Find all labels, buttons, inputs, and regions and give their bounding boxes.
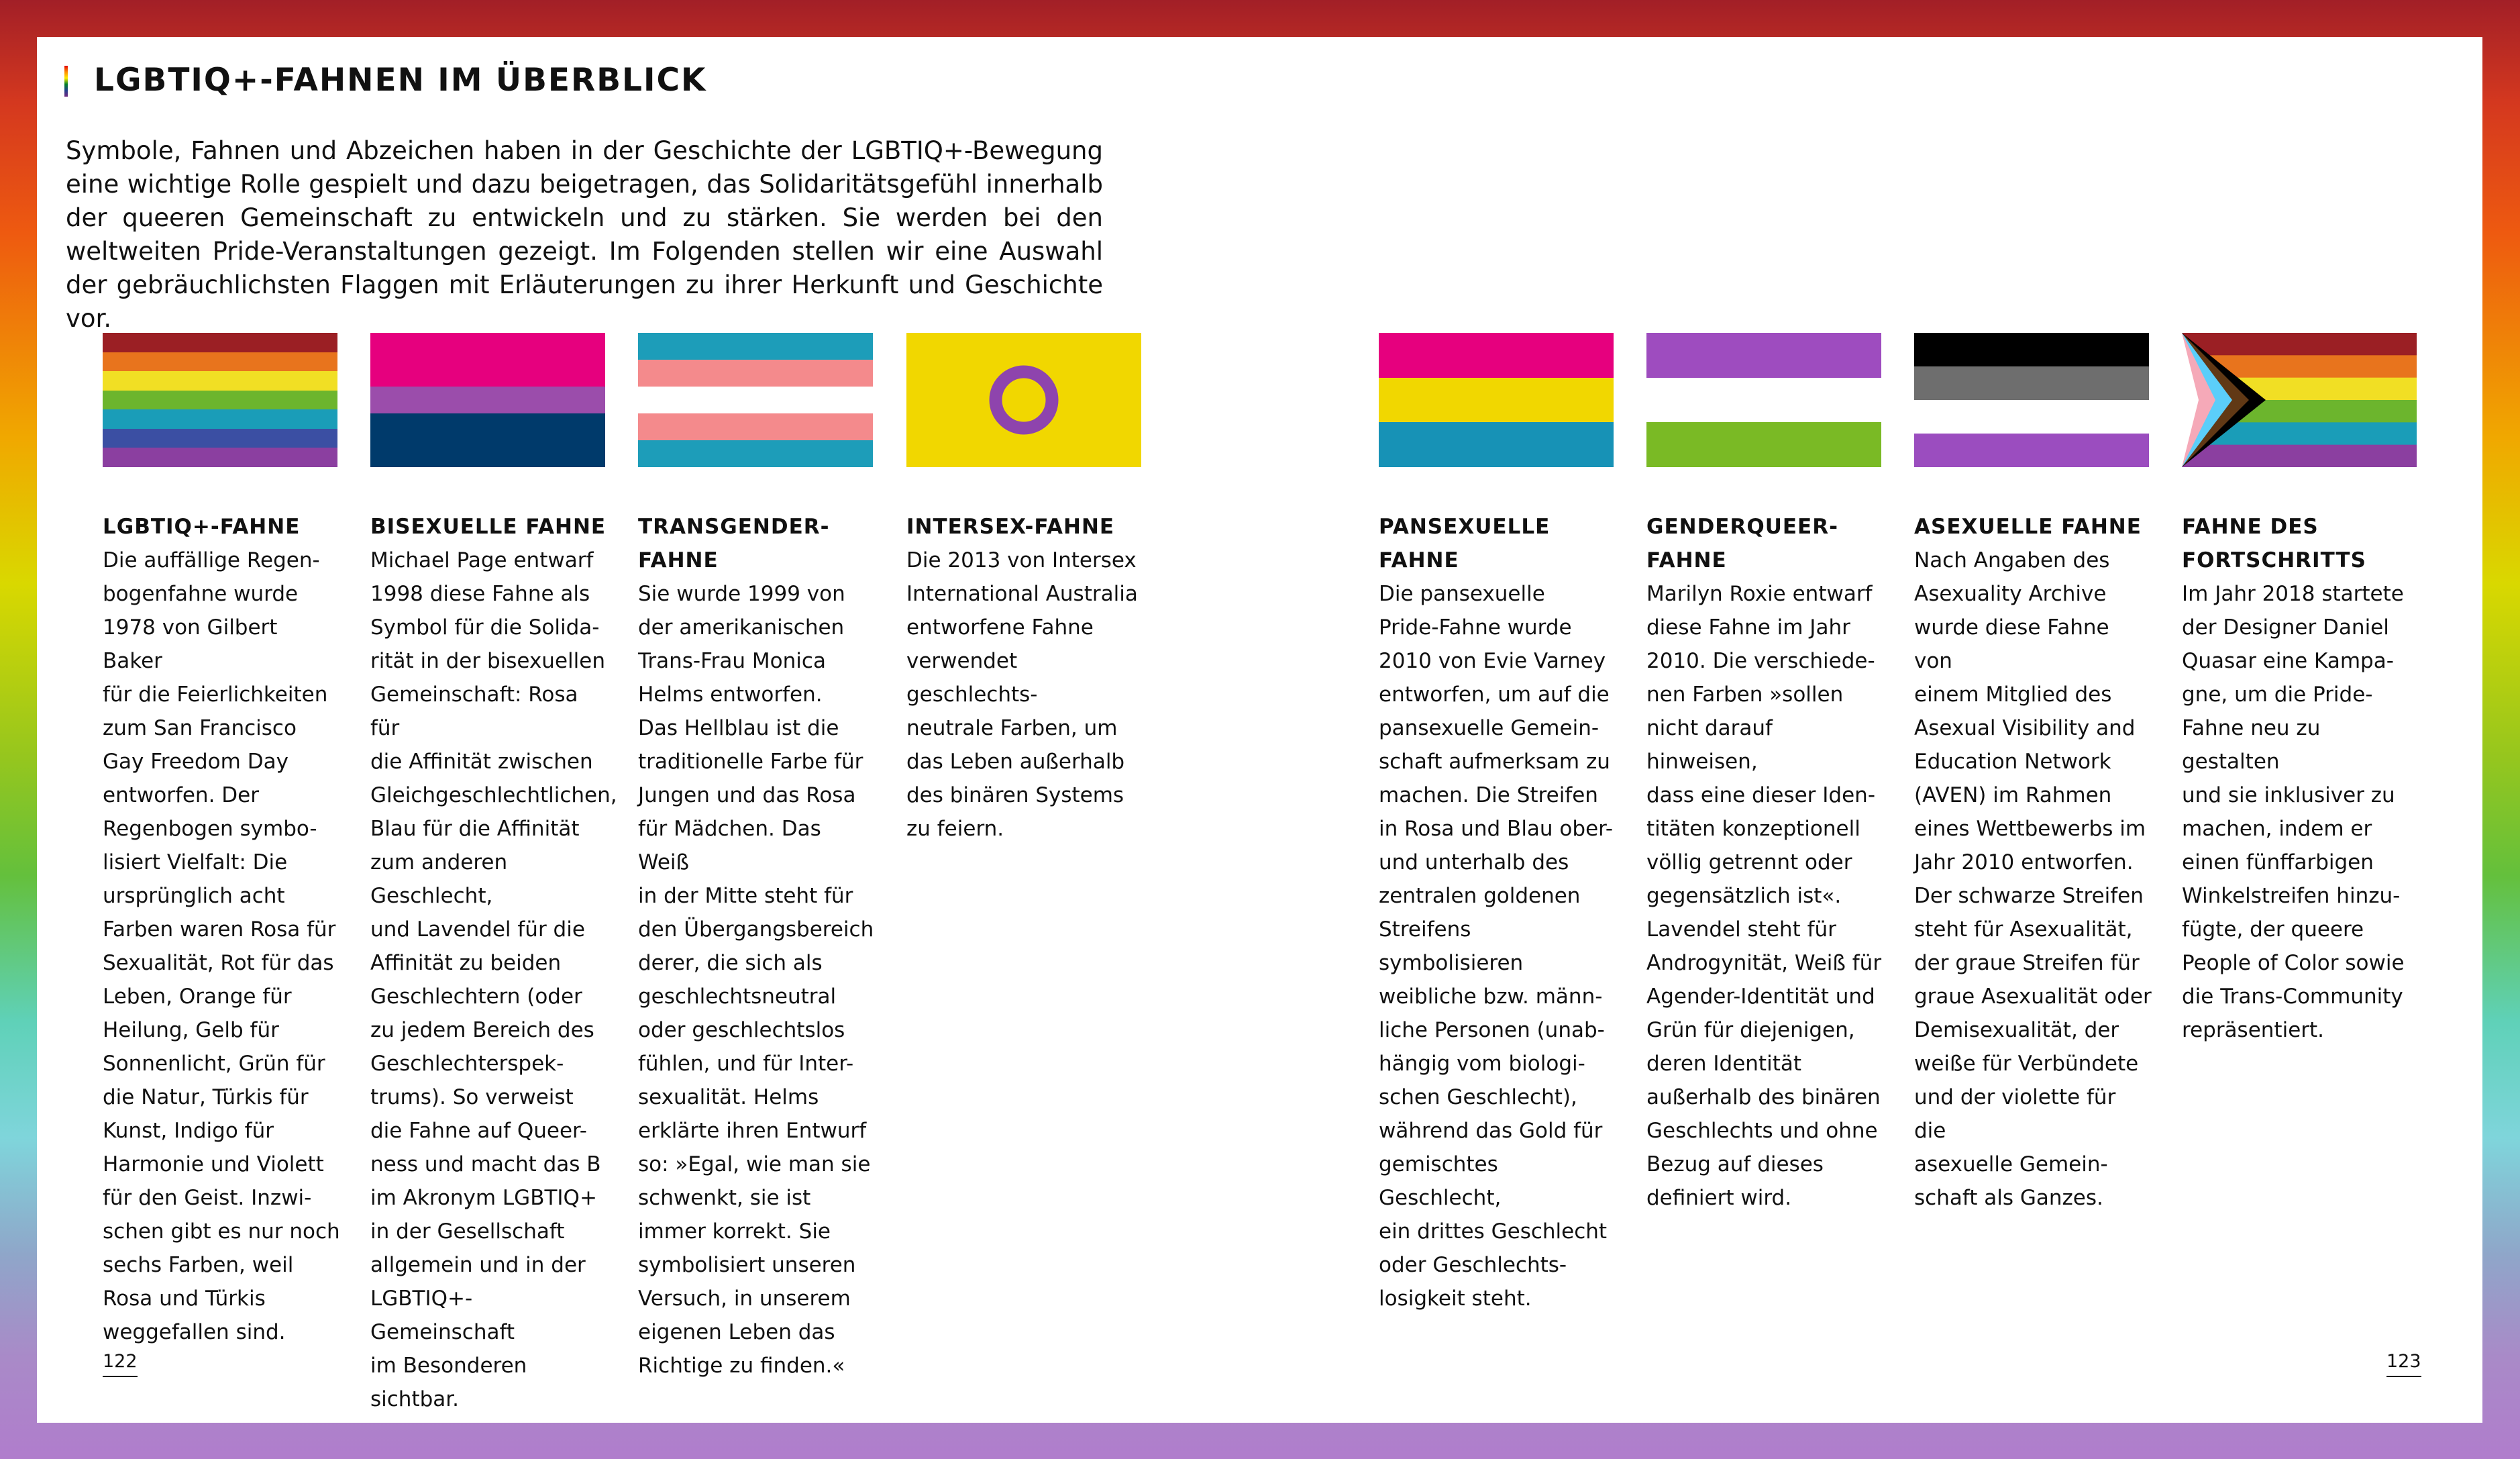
flag-heading: ASEXUELLE FAHNE <box>1914 515 2142 539</box>
flag-stripe <box>103 352 337 372</box>
flag-stripe <box>1914 400 2149 434</box>
flag-heading: PANSEXUELLE FAHNE <box>1379 515 1551 572</box>
flag-text: Die pansexuelle Pride-Fahne wurde 2010 von Evie Varney entworfen, um auf die pansexuelle Gemein- schaft aufmerksam zu machen. Die Streifen in Rosa und Blau ober- und unterhalb des zentralen goldenen Streifens symbolisieren weibliche bzw. männ- liche Personen (unab- hängig vom biologi- schen Geschlecht), während das Gold für gemischtes Geschlecht, ein drittes Geschlecht oder Geschlechts- losigkeit steht. <box>1379 582 1614 1311</box>
flag-description-transgender <box>638 510 876 1382</box>
genderqueer-flag <box>1646 333 1881 467</box>
flag-text: Die 2013 von Intersex International Australia entworfene Fahne verwendet geschlechts- neutrale Farben, um das Leben außerhalb des binären Systems zu feiern. <box>906 548 1138 841</box>
flag-stripe <box>370 333 605 387</box>
flag-stripe <box>370 387 605 413</box>
lgbtiq-flag <box>103 333 337 467</box>
flag-heading: INTERSEX-FAHNE <box>906 515 1115 539</box>
flag-stripe <box>370 413 605 467</box>
flag-stripe <box>103 409 337 429</box>
page-number-right: 123 <box>2386 1350 2421 1377</box>
flag-heading: LGBTIQ+-FAHNE <box>103 515 301 539</box>
flag-description-genderqueer <box>1646 510 1885 1215</box>
flag-stripe <box>1914 366 2149 400</box>
flag-description-intersex <box>906 510 1145 846</box>
page-title: LGBTIQ+-FAHNEN IM ÜBERBLICK <box>94 62 707 99</box>
flag-stripe <box>638 413 873 440</box>
flag-stripe <box>1379 378 1614 423</box>
transgender-flag <box>638 333 873 467</box>
flag-text: Nach Angaben des Asexuality Archive wurde diese Fahne von einem Mitglied des Asexual Visibility and Education Network (AVEN) im Rahmen eines Wettbewerbs im Jahr 2010 entworfen. Der schwarze Streifen steht für Asexualität, der graue Streifen für graue Asexualität oder Demisexualität, der weiße für Verbündete und der violette für die asexuelle Gemein- schaft als Ganzes. <box>1914 548 2152 1210</box>
flag-stripe <box>103 391 337 410</box>
flag-text: Marilyn Roxie entwarf diese Fahne im Jahr 2010. Die verschiede- nen Farben »sollen nicht darauf hinweisen, dass eine dieser Iden- titäten konzeptionell völlig getrennt oder gegensätzlich ist«. Lavendel steht für Androgynität, Weiß für Agender-Identität und Grün für diejenigen, deren Identität außerhalb des binären Geschlechts und ohne Bezug auf dieses definiert wird. <box>1646 582 1882 1210</box>
flag-text: Im Jahr 2018 startete der Designer Daniel Quasar eine Kampa- gne, um die Pride- Fahne neu zu gestalten und sie inklusiver zu machen, indem er einen fünffarbigen Winkelstreifen hinzu- fügte, der queere People of Color sowie die Trans-Community repräsentiert. <box>2182 582 2405 1042</box>
flag-description-asexual <box>1914 510 2152 1215</box>
flag-stripe <box>2182 333 2417 356</box>
flag-description-lgbtiq <box>103 510 341 1349</box>
flag-heading: BISEXUELLE FAHNE <box>370 515 607 539</box>
flag-stripe <box>103 371 337 391</box>
flag-stripe <box>1379 422 1614 467</box>
flag-stripe <box>2182 445 2417 467</box>
flag-text: Sie wurde 1999 von der amerikanischen Trans-Frau Monica Helms entworfen. Das Hellblau ist die traditionelle Farbe für Jungen und das Rosa für Mädchen. Das Weiß in der Mitte steht für den Übergangsbereich derer, die sich als geschlechtsneutral oder geschlechtslos fühlen, und für Inter- sexualität. Helms erklärte ihren Entwurf so: »Egal, wie man sie schwenkt, sie ist immer korrekt. Sie symbolisiert unseren Versuch, in unserem eigenen Leben das Richtige zu finden.« <box>638 582 874 1378</box>
flag-stripe <box>1914 333 2149 366</box>
page-number-left: 122 <box>103 1350 138 1377</box>
flag-stripe <box>638 387 873 413</box>
flag-stripe <box>638 360 873 387</box>
intersex-flag <box>906 333 1141 467</box>
flag-stripe <box>1646 378 1881 423</box>
flag-text: Die auffällige Regen- bogenfahne wurde 1978 von Gilbert Baker für die Feierlichkeiten zum San Francisco Gay Freedom Day entworfen. Der Regenbogen symbo- lisiert Vielfalt: Die ursprünglich acht Farben waren Rosa für Sexualität, Rot für das Leben, Orange für Heilung, Gelb für Sonnenlicht, Grün für die Natur, Türkis für Kunst, Indigo für Harmonie und Violett für den Geist. Inzwi- schen gibt es nur noch sechs Farben, weil Rosa und Türkis weggefallen sind. <box>103 548 340 1344</box>
progress-flag-graphic <box>2182 333 2417 467</box>
flag-description-progress <box>2182 510 2420 1047</box>
flag-stripe <box>638 333 873 360</box>
flag-stripe <box>1646 333 1881 378</box>
flag-stripe <box>103 333 337 352</box>
flag-stripe <box>1646 422 1881 467</box>
flag-stripe <box>638 440 873 467</box>
flag-heading: GENDERQUEER- FAHNE <box>1646 515 1838 572</box>
flag-background <box>906 333 1141 467</box>
flag-stripe <box>103 429 337 448</box>
flag-heading: TRANSGENDER-FAHNE <box>638 515 830 572</box>
flag-stripe <box>1914 434 2149 467</box>
rainbow-title-marker <box>64 66 68 97</box>
flag-description-bisexual <box>370 510 617 1416</box>
intro-paragraph: Symbole, Fahnen und Abzeichen haben in der Geschichte der LGBTIQ+-Bewegung eine wichtige Rolle gespielt und dazu beigetragen, das Solidaritätsgefühl innerhalb der queeren Gemeinschaft zu entwickeln und zu stärken. Sie werden bei den weltweiten Pride-Veranstaltungen gezeigt. Im Folgenden stellen wir eine Auswahl der gebräuchlichsten Flaggen mit Erläuterungen zu ihrer Herkunft und Geschichte vor. <box>66 136 1103 333</box>
flag-stripe <box>1379 333 1614 378</box>
bisexual-flag <box>370 333 605 467</box>
flag-description-pansexual <box>1379 510 1617 1315</box>
asexual-flag <box>1914 333 2149 467</box>
flag-text: Michael Page entwarf 1998 diese Fahne als Symbol für die Solida- rität in der bisexuellen Gemeinschaft: Rosa für die Affinität zwischen Gleichgeschlechtlichen, Blau für die Affinität zum anderen Geschlecht, und Lavendel für die Affinität zu beiden Geschlechtern (oder zu jedem Bereich des Geschlechterspek- trums). So verweist die Fahne auf Queer- ness und macht das B im Akronym LGBTIQ+ in der Gesellschaft allgemein und in der LGBTIQ+-Gemeinschaft im Besonderen sichtbar. <box>370 548 617 1411</box>
pansexual-flag <box>1379 333 1614 467</box>
progress-flag <box>2182 333 2417 467</box>
intersex-flag-graphic <box>906 333 1141 467</box>
flag-stripe <box>103 448 337 467</box>
flag-heading: FAHNE DES FORTSCHRITTS <box>2182 515 2366 572</box>
